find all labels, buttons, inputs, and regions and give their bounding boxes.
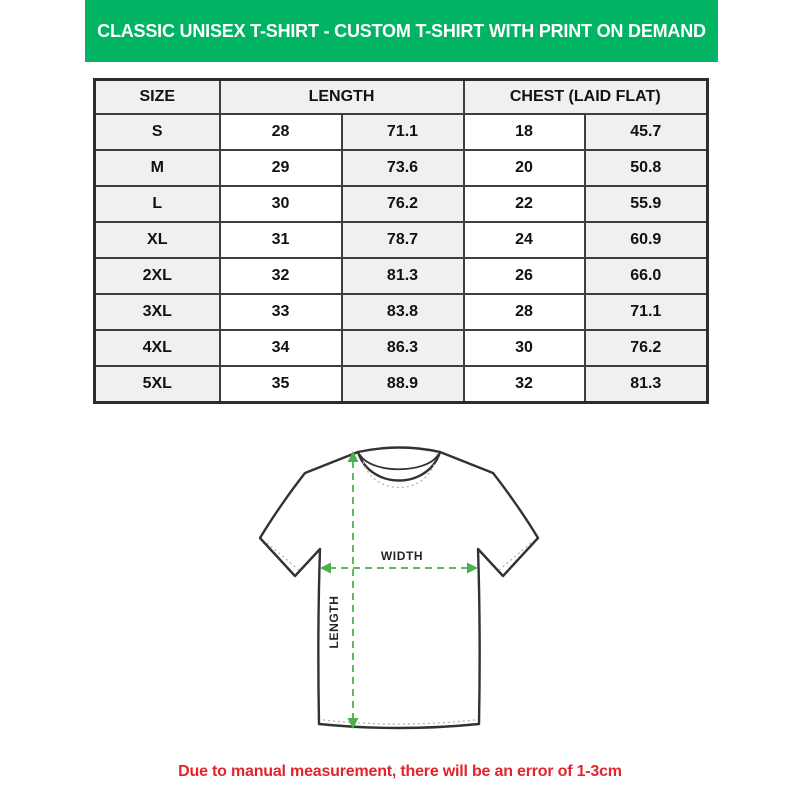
measurement-disclaimer: Due to manual measurement, there will be an error of 1-3cm xyxy=(178,763,622,780)
size-cell: 2XL xyxy=(95,258,220,294)
table-row xyxy=(95,330,708,366)
length-cm-cell: 73.6 xyxy=(342,150,464,186)
length-cm-cell: 76.2 xyxy=(342,186,464,222)
length-in-cell: 29 xyxy=(220,150,342,186)
chest-cm-cell: 50.8 xyxy=(585,150,708,186)
chest-in-cell: 28 xyxy=(464,294,585,330)
length-cm-cell: 81.3 xyxy=(342,258,464,294)
header-length: LENGTH xyxy=(220,80,464,115)
header-chest: CHEST (LAID FLAT) xyxy=(464,80,708,115)
length-cm-cell: 83.8 xyxy=(342,294,464,330)
length-in-cell: 33 xyxy=(220,294,342,330)
chest-cm-cell: 66.0 xyxy=(585,258,708,294)
size-cell: 3XL xyxy=(95,294,220,330)
length-in-cell: 28 xyxy=(220,114,342,150)
chest-in-cell: 20 xyxy=(464,150,585,186)
length-in-cell: 32 xyxy=(220,258,342,294)
length-cm-cell: 86.3 xyxy=(342,330,464,366)
length-in-cell: 30 xyxy=(220,186,342,222)
size-cell: 5XL xyxy=(95,366,220,403)
length-cm-cell: 71.1 xyxy=(342,114,464,150)
chest-in-cell: 26 xyxy=(464,258,585,294)
length-in-cell: 31 xyxy=(220,222,342,258)
length-cm-cell: 88.9 xyxy=(342,366,464,403)
table-row xyxy=(95,222,708,258)
table-row xyxy=(95,150,708,186)
chest-in-cell: 18 xyxy=(464,114,585,150)
table-row xyxy=(95,366,708,403)
chest-in-cell: 24 xyxy=(464,222,585,258)
table-row xyxy=(95,258,708,294)
size-table xyxy=(93,78,709,404)
table-row xyxy=(95,186,708,222)
chest-cm-cell: 55.9 xyxy=(585,186,708,222)
page-title: CLASSIC UNISEX T-SHIRT - CUSTOM T-SHIRT WITH PRINT ON DEMAND xyxy=(97,20,706,41)
size-cell: XL xyxy=(95,222,220,258)
length-label: LENGTH xyxy=(327,595,341,649)
size-cell: S xyxy=(95,114,220,150)
table-row xyxy=(95,114,708,150)
chest-cm-cell: 76.2 xyxy=(585,330,708,366)
chest-cm-cell: 45.7 xyxy=(585,114,708,150)
chest-cm-cell: 71.1 xyxy=(585,294,708,330)
title-banner xyxy=(85,0,718,62)
width-label: WIDTH xyxy=(380,549,424,563)
header-size: SIZE xyxy=(95,80,220,115)
size-cell: L xyxy=(95,186,220,222)
table-row xyxy=(95,294,708,330)
tshirt-measurement-diagram xyxy=(230,430,570,750)
size-cell: 4XL xyxy=(95,330,220,366)
chest-in-cell: 22 xyxy=(464,186,585,222)
chest-cm-cell: 81.3 xyxy=(585,366,708,403)
size-cell: M xyxy=(95,150,220,186)
table-header-row xyxy=(95,80,708,115)
length-in-cell: 35 xyxy=(220,366,342,403)
chest-in-cell: 32 xyxy=(464,366,585,403)
chest-in-cell: 30 xyxy=(464,330,585,366)
chest-cm-cell: 60.9 xyxy=(585,222,708,258)
tshirt-outline xyxy=(260,448,538,729)
length-in-cell: 34 xyxy=(220,330,342,366)
length-cm-cell: 78.7 xyxy=(342,222,464,258)
